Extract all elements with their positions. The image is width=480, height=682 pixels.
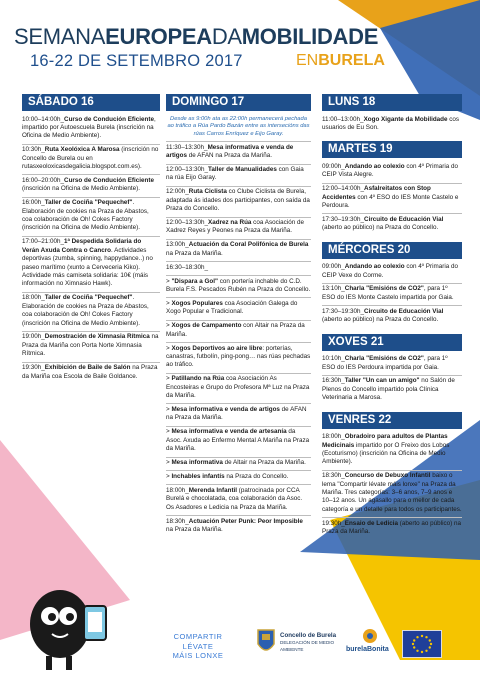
traffic-note: Desde as 9:00h ata as 22:00h permanecerá pechada ao tráfico a Rúa Pardo Bazán entre as intersecións das rúas Carros Enríquez e Eijo Garay. [166, 114, 311, 142]
burela-bonita-label: burelaBonita [346, 646, 389, 653]
title-part: MOBILIDADE [241, 24, 379, 49]
event-title: Taller de Cociña "Pequechef" [44, 199, 133, 207]
event-item [22, 145, 160, 176]
event-desc: (aberto ao público) na Praza da Mariña. [322, 519, 461, 536]
page-title [14, 24, 378, 50]
event-time: 19:30h_ [22, 364, 45, 372]
event-desc: na Praza do Concello. [224, 472, 289, 480]
event-title: Xogos de Campamento [171, 322, 242, 330]
event-item [166, 187, 311, 218]
slogan-line: MÁIS LONXE [172, 651, 224, 660]
event-time: 13:10h_ [322, 285, 345, 293]
slogan-line: COMPARTIR [173, 632, 223, 641]
event-item [166, 298, 311, 320]
day-header: MARTES 19 [322, 141, 462, 158]
event-item [166, 343, 311, 374]
event-item [322, 306, 462, 327]
event-title: Xogos Populares [171, 299, 223, 307]
event-title: Ruta Xeolóxica A Marosa [44, 146, 120, 154]
event-title: Mesa informativa e venda de artigos [166, 143, 294, 160]
event-title: Curso de Condución Eficiente [64, 176, 154, 184]
event-time: 16:00h_ [22, 199, 45, 207]
event-time: 17:00–21:00h_ [22, 238, 65, 246]
coat-of-arms-icon [256, 628, 276, 656]
event-time: 13:00h_ [166, 241, 189, 249]
event-item [166, 276, 311, 298]
event-time: 18:00h_ [166, 486, 189, 494]
event-desc: (inscrición na Oficina de Medio Ambiente). [22, 185, 140, 193]
city-name [296, 52, 385, 70]
event-title: Curso de Condución Eficiente [64, 115, 154, 123]
event-item [166, 427, 311, 458]
event-list [322, 262, 462, 328]
event-title: Patillando na Rúa [171, 375, 225, 383]
event-title: Concurso de Debuxo Infantil [344, 472, 431, 480]
event-list [322, 432, 462, 540]
burela-bonita-logo [346, 628, 396, 658]
event-time: 12:00–14:00h_ [322, 185, 365, 193]
event-item [22, 332, 160, 363]
event-time: > [166, 472, 172, 480]
event-time: > [166, 428, 172, 436]
event-list [22, 114, 160, 384]
event-item [22, 293, 160, 332]
event-title: Circuito de Educación Vial [364, 307, 444, 315]
event-time: 10:10h_ [322, 355, 345, 363]
event-desc: co Clube Ciclista de Burela, adaptada ás idades dos participantes, con saída da Praza do Concello. [166, 188, 310, 213]
event-item [322, 284, 462, 306]
column-sunday [166, 94, 311, 537]
city-label: BURELA [318, 52, 385, 69]
event-time: 09:00h_ [322, 162, 345, 170]
event-title: "Dispara a Gol" [171, 277, 219, 285]
event-title: Xogos Deportivos ao aire libre [171, 344, 263, 352]
event-item [22, 114, 160, 145]
day-header: LUNS 18 [322, 94, 462, 111]
event-desc: coa Asociación Galega do Xogo Popular e Tradicional. [166, 299, 298, 316]
event-time: > [166, 344, 172, 352]
day-header: DOMINGO 17 [166, 94, 311, 111]
event-item [166, 240, 311, 262]
event-time: 12:00h_ [166, 188, 189, 196]
event-item [322, 432, 462, 471]
event-item [166, 374, 311, 405]
event-item [22, 237, 160, 293]
event-time: 18:30h_ [166, 517, 189, 525]
column-saturday [22, 94, 160, 384]
event-time: 19:00h_ [22, 333, 45, 341]
event-title: Actuación da Coral Polifónica de Burela [188, 241, 309, 249]
event-desc: , impartido por Autoescuela Burela (inscrición na Oficina de Medio Ambiente). [22, 115, 156, 140]
event-time: 16:30h_ [322, 377, 345, 385]
event-desc: coa Asociación de Xadrez Reyes y Peones na Praza da Mariña. [166, 219, 304, 235]
event-desc: impartido por O Freixo dos Lobos (Ecoturismo) (inscrición na Oficina de Medio Ambiente). [322, 441, 450, 466]
event-desc: no Salón de Plenos do Concello impartido pola Clínica Veterinaria a Marosa. [322, 377, 455, 402]
event-desc: na Praza da Mariña. [166, 249, 223, 257]
event-title: 1ª Despedida Solidaria do Verán Axuda Contra o Cancro [22, 238, 142, 254]
event-desc: con 4º ESO do IES Monte Castelo e Perdoura. [322, 193, 459, 209]
event-title: Andando ao colexio [344, 162, 405, 170]
event-desc: (patrocinada por CCA Burelá e chocolatada, coa colaboración da Asoc. Os Asadores e Ledicia na Praza da Mariña. [166, 486, 303, 511]
event-desc: con Altair na Praza da Mariña. [166, 322, 305, 338]
day-header: MÉRCORES 20 [322, 242, 462, 259]
event-title: Asfalreitatos con Stop Accidentes [322, 185, 431, 201]
event-title: Taller de Cociña "Pequechef" [44, 294, 133, 302]
column-weekdays [322, 94, 462, 540]
day-header: XOVES 21 [322, 334, 462, 351]
event-time: > [166, 277, 172, 285]
event-desc: na Praza da Mariña. [166, 525, 223, 533]
event-title: Exhibición de Baile de Salón [44, 364, 131, 372]
event-title: Ruta Ciclista [188, 188, 227, 196]
event-desc: de AFAN na Praza da Mariña. [166, 405, 307, 422]
event-title: Xadrez na Rúa [208, 219, 252, 227]
event-desc: na Praza da Mariña con Porta Norte Ximnasia Rítmica. [22, 333, 159, 358]
event-time: 17:30–19:30h_ [322, 215, 365, 223]
event-time: 19:30h_ [322, 519, 345, 527]
event-desc: , para 1º ESO do IES Perdoura impartida por Gaia. [322, 355, 448, 371]
event-item [322, 184, 462, 215]
mascot-illustration [16, 572, 126, 682]
event-item [166, 321, 311, 343]
title-part: EUROPEA [105, 24, 212, 49]
title-part: SEMANA [14, 24, 106, 49]
event-time: 16:30–18:30h_ [166, 263, 209, 271]
concello-dept: DELEGACIÓN DE MEDIO AMBIENTE [280, 640, 335, 652]
event-desc: de Altair na Praza da Mariña. [222, 459, 306, 466]
eu-stars-icon [403, 631, 441, 657]
event-desc: na Praza da Mariña coa Escola de Baile Goldance. [22, 364, 158, 380]
event-time: 18:00h_ [322, 433, 345, 441]
event-item [322, 518, 462, 539]
event-time: 10:00–14:00h_ [22, 115, 65, 123]
event-title: Demostración de Ximnasia Rítmica [44, 333, 150, 341]
event-item [22, 198, 160, 237]
event-time: > [166, 459, 172, 466]
event-time: 17:30–19:30h_ [322, 307, 365, 315]
event-time: 12:00–13:30h_ [166, 219, 209, 227]
slogan-line: LÉVATE [182, 641, 214, 651]
event-title: Merenda Infantil [188, 486, 238, 494]
event-title: Obradoiro para adultos de Plantas Medicinais [322, 433, 448, 449]
event-time: 10:30h_ [22, 146, 45, 154]
event-desc: (aberto ao público) na Praza do Concello. [322, 224, 439, 232]
event-item [166, 404, 311, 426]
event-item [322, 262, 462, 284]
event-desc: con Gaia na rúa Eijo Garay. [166, 166, 304, 182]
event-time: 09:00h_ [322, 263, 345, 271]
event-time: 18:30h_ [322, 472, 345, 480]
title-part: DA [211, 24, 242, 49]
event-desc: con 4º Primaria do CEIP Vexe do Corme. [322, 263, 458, 279]
event-desc: (inscrición no Concello de Burela ou en rutasxeoloxicasdegalicia.blogspot.com.es). [22, 146, 159, 171]
event-dates: 16-22 DE SETEMBRO 2017 [30, 52, 243, 70]
event-item [166, 485, 311, 516]
event-title: Mesa informativa e venda de artigos [171, 405, 280, 413]
event-desc: da Asoc. Axuda ao Enfermo Mental A Mariña na Praza da Mariña. [166, 428, 310, 453]
event-item [322, 471, 462, 519]
event-time: 11:00–13:00h_ [322, 115, 364, 123]
event-title: Actuación Peter Punk: Peor Imposible [188, 517, 303, 525]
slogan [168, 632, 228, 661]
event-item [166, 471, 311, 485]
event-item [322, 376, 462, 406]
event-time: > [166, 405, 172, 413]
day-header: SÁBADO 16 [22, 94, 160, 111]
event-item [322, 161, 462, 183]
event-time: 12:00–13:30h_ [166, 166, 209, 174]
event-title: Andando ao colexio [344, 263, 405, 271]
event-item [166, 262, 311, 276]
event-item [166, 516, 311, 537]
event-time: > [166, 299, 172, 307]
event-desc: con 4º Primaria do CEIP Vista Alegre. [322, 162, 458, 179]
event-time: 18:00h_ [22, 294, 45, 302]
event-item [166, 165, 311, 187]
event-list [322, 354, 462, 406]
event-title: Mesa informativa e venda de artesanía [171, 428, 287, 436]
event-list [322, 114, 462, 135]
event-desc: de AFAN na Praza da Mariña. [187, 152, 273, 160]
day-header: VENRES 22 [322, 412, 462, 429]
event-desc: cos usuarios de Eu Son. [322, 115, 460, 131]
event-desc: , para 1º ESO do IES Monte Castelo impartida por Gaia. [322, 285, 454, 301]
event-title: Taller de Manualidades [208, 166, 277, 174]
event-title: Taller "Un can un amigo" [344, 377, 420, 385]
event-title: Xogo Xigante da Mobilidade [363, 115, 448, 123]
event-desc: . Elaboración de cookies na Praza de Abastos, coa colaboración de Oh! Cokes Factory (inscrición na Oficina de Medio Ambiente). [22, 199, 149, 232]
event-title: Mesa informativa [171, 459, 223, 466]
event-desc: con portería inchable do C.D. Burela F.S. Pescados Rubén na Praza do Concello. [166, 277, 311, 293]
eu-flag-icon [402, 630, 442, 658]
concello-logo [256, 626, 338, 660]
event-title: Charla "Emisións de CO2" [344, 285, 424, 293]
burela-bonita-icon [360, 628, 380, 644]
event-list [322, 161, 462, 235]
event-item [166, 218, 311, 240]
event-desc: (aberto ao público) na Praza do Concello. [322, 316, 439, 324]
event-item [166, 458, 311, 472]
event-time: 16:00–20:00h_ [22, 176, 65, 184]
event-item [322, 114, 462, 135]
event-title: Charla "Emisións de CO2" [344, 355, 424, 363]
event-item [22, 363, 160, 384]
event-time: > [166, 322, 172, 330]
event-list [166, 142, 311, 537]
event-item [322, 214, 462, 235]
event-desc: : porterías, canastras, futbolín, ping-pong… nas rúas pechadas ao tráfico. [166, 344, 311, 369]
event-desc: . Actividades deportivas (zumba, spinning, happydance..) no paseo marítimo (xunto a Cerveceria Kiko). Actividade más camiseta solidaria: 10€ (máis información no Ximnasio Hawk). [22, 246, 153, 288]
event-title: Inchables infantís [171, 472, 225, 480]
event-time: > [166, 375, 172, 383]
event-desc: coa Asociación As Encosteiras e Grupo do Profesora Mª Luz na Praza da Mariña. [166, 375, 310, 400]
event-item [166, 142, 311, 164]
city-prefix: EN [296, 52, 319, 69]
event-title: Circuito de Educación Vial [364, 215, 444, 223]
event-item [22, 175, 160, 197]
event-desc: . Elaboración de cookies na Praza de Abastos, coa colaboración de Oh! Cokes Factory (inscrición na Oficina de Medio Ambiente). [22, 294, 149, 327]
event-title: Ensaio de Ledicia [344, 519, 398, 527]
event-item [322, 354, 462, 376]
event-desc: baixo o lema "Compartir lévate máis lonxe" na Praza da Mariña. Tres categorías: 3–6 anos, 7–9 anos e 10–12 anos. Un agasallo para o mellor de cada categoría e un detalle para todos os participantes. [322, 472, 462, 513]
event-time: 11:30–13:30h_ [166, 143, 208, 151]
concello-name: Concello de Burela [280, 632, 337, 639]
